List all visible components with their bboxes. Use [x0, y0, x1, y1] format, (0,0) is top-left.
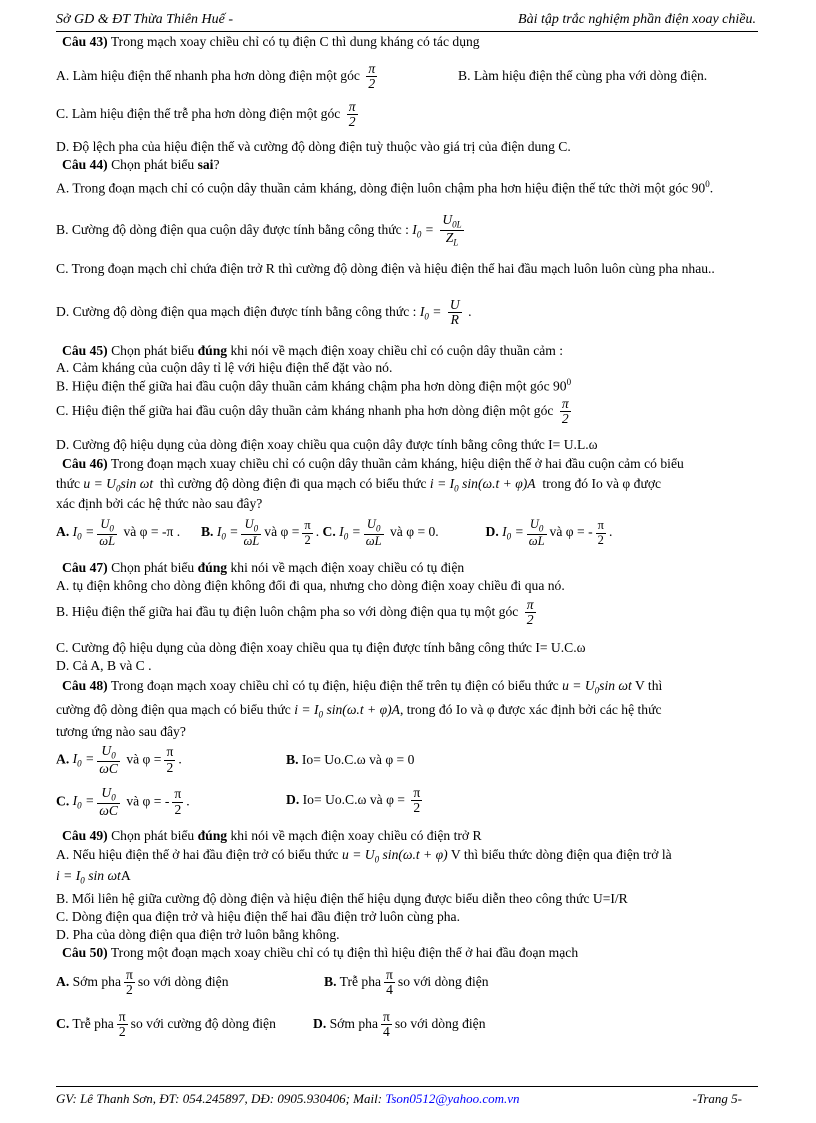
q47-option-b: B. Hiệu điện thế giữa hai đầu tụ điện luôn chậm pha so với dòng điện qua tụ một góc $\frac{\pi}{2}$: [56, 597, 534, 628]
q43-option-d: D. Độ lệch pha của hiệu điện thế và cường độ dòng điện tuỳ thuộc vào giá trị của điện dung C.: [56, 139, 571, 154]
question-48: Câu 48) Trong đoạn mạch xoay chiều chỉ có tụ điện, hiệu điện thế trên tụ điện có biểu thức $u = U_0\sin$ ωt V thì: [62, 678, 663, 696]
q49-option-a-line-2: $i = I_0$ sin ωtA: [56, 868, 131, 886]
q46-option-a: A. $I_0$ = $\frac{U_0}{\omega L}$ và φ = -π .: [56, 517, 181, 548]
q49-option-a: A. Nếu hiệu điện thế ở hai đầu điện trở có biểu thức $u = U_0$ sin(ω.t + φ) V thì biểu thức dòng điện qua điện trở là: [56, 847, 672, 865]
q48-option-a: A. $I_0$ = $\frac{U_0}{\omega C}$ và φ = $\frac{\pi}{2}$ .: [56, 743, 182, 777]
q46-options: [56, 518, 612, 548]
header-left: Sở GD & ĐT Thừa Thiên Huế -: [56, 12, 234, 27]
header-rule: [56, 31, 758, 32]
q43-option-a: A. Làm hiệu điện thế nhanh pha hơn dòng điện một góc $\frac{\pi}{2}$: [56, 61, 376, 92]
q48-line-2: cường độ dòng điện qua mạch có biểu thức $i = I_0$ sin(ω.t + φ)A, trong đó Io và φ được xác định bởi các hệ thức: [56, 702, 662, 720]
q44-option-c: C. Trong đoạn mạch chỉ chứa điện trở R thì cường độ dòng điện và hiệu điện thế hai đầu mạch luôn luôn cùng pha nhau..: [56, 261, 715, 276]
q44-option-b: B. Cường độ dòng điện qua cuộn dây được tính bằng công thức : $I_0$ = $\frac{U_{0L}}{Z_L}$: [56, 212, 462, 248]
q45-option-b: B. Hiệu điện thế giữa hai đầu cuộn dây thuần cảm kháng chậm pha hơn dòng điện một góc $90^0$: [56, 377, 572, 394]
q49-option-b: B. Mối liên hệ giữa cường độ dòng điện và hiệu điện thế hiệu dụng được biểu diễn theo công thức U=I/R: [56, 891, 628, 906]
q46-line-3: xác định bởi các hệ thức nào sau đây?: [56, 496, 263, 511]
question-44: Câu 44) Chọn phát biểu sai?: [62, 157, 220, 172]
q46-option-b: B. $I_0$ = $\frac{U_0}{\omega L}$ và φ = $\frac{\pi}{2}$ .: [200, 517, 320, 548]
question-49: Câu 49) Chọn phát biểu đúng khi nói về mạch điện xoay chiều có điện trở R: [62, 828, 482, 843]
q46-option-d: D. $I_0$ = $\frac{U_0}{\omega L}$ và φ = - $\frac{\pi}{2}$ .: [485, 517, 613, 548]
q47-option-c: C. Cường độ hiệu dụng của dòng điện xoay chiều qua tụ điện được tính bằng công thức I= U.C.ω: [56, 640, 586, 655]
q50-option-d: D. Sớm pha $\frac{\pi}{4}$ so với dòng điện: [313, 1009, 486, 1040]
question-47: Câu 47) Chọn phát biểu đúng khi nói về mạch điện xoay chiều có tụ điện: [62, 560, 465, 575]
q50-option-a: A. Sớm pha $\frac{\pi}{2}$ so với dòng điện: [56, 967, 229, 998]
q46-line-2: thức $u = U_0\sin$ ωt thì cường độ dòng điện đi qua mạch có biểu thức $i = I_0$ sin(ω.t + φ)A trong đó Io và φ được: [56, 476, 662, 494]
question-45: Câu 45) Chọn phát biểu đúng khi nói về mạch điện xoay chiều chỉ có cuộn dây thuần cảm :: [62, 343, 564, 358]
question-43: Câu 43) Trong mạch xoay chiều chỉ có tụ điện C thì dung kháng có tác dụng: [62, 34, 480, 49]
q46-option-c: C. $I_0$ = $\frac{U_0}{\omega L}$ và φ = 0.: [322, 517, 439, 548]
q44-option-a: A. Trong đoạn mạch chỉ có cuộn dây thuần cảm kháng, dòng điện luôn chậm pha hơn hiệu điện thế tức thời một góc $90^0$.: [56, 179, 714, 196]
footer-rule: [56, 1086, 758, 1087]
q50-option-c: C. Trễ pha $\frac{\pi}{2}$ so với cường độ dòng điện: [56, 1009, 276, 1040]
footer-email-link[interactable]: Tson0512@yahoo.com.vn: [385, 1091, 520, 1106]
header-right: Bài tập trắc nghiệm phần điện xoay chiều.: [518, 12, 756, 27]
q49-option-c: C. Dòng điện qua điện trở và hiệu điện thế hai đầu điện trở luôn cùng pha.: [56, 909, 460, 924]
q49-option-d: D. Pha của dòng điện qua điện trở luôn bằng không.: [56, 927, 340, 942]
question-50: Câu 50) Trong một đoạn mạch xoay chiều chỉ có tụ điện thì hiệu điện thế ở hai đầu đoạn mạch: [62, 945, 579, 960]
q45-option-d: D. Cường độ hiệu dụng của dòng điện xoay chiều qua cuộn dây được tính bằng công thức I= U.L.ω: [56, 437, 598, 452]
q47-option-a: A. tụ điện không cho dòng điện không đổi đi qua, nhưng cho dòng điện xoay chiều đi qua nó.: [56, 578, 565, 593]
q44-option-d: D. Cường độ dòng điện qua mạch điện được tính bằng công thức : $I_0$ = $\frac{U}{R}$ .: [56, 297, 472, 328]
q48-option-d: D. Io= Uo.C.ω và φ = $\frac{\pi}{2}$: [286, 785, 421, 816]
q45-option-c: C. Hiệu điện thế giữa hai đầu cuộn dây thuần cảm kháng nhanh pha hơn dòng điện một góc $\frac{\pi}{2}$: [56, 396, 569, 427]
footer-text: GV: Lê Thanh Sơn, ĐT: 054.245897, DĐ: 0905.930406; Mail: Tson0512@yahoo.com.vn: [56, 1091, 520, 1106]
q48-line-3: tương ứng nào sau đây?: [56, 724, 186, 739]
q48-option-b: B. Io= Uo.C.ω và φ = 0: [286, 752, 415, 767]
page-number: -Trang 5-: [692, 1091, 742, 1106]
q45-option-a: A. Cảm kháng của cuộn dây tỉ lệ với hiệu điện thế đặt vào nó.: [56, 360, 393, 375]
q43-option-b: B. Làm hiệu điện thế cùng pha với dòng điện.: [458, 68, 708, 83]
q43-option-c: C. Làm hiệu điện thế trễ pha hơn dòng điện một góc $\frac{\pi}{2}$: [56, 99, 356, 130]
q47-option-d: D. Cả A, B và C .: [56, 658, 152, 673]
q48-option-c: C. $I_0$ = $\frac{U_0}{\omega C}$ và φ = - $\frac{\pi}{2}$ .: [56, 785, 190, 819]
question-46: Câu 46) Trong đoạn mạch xuay chiều chỉ có cuộn dây thuần cảm kháng, hiệu diện thế ở hai đầu cuộn cảm có biểu: [62, 456, 684, 471]
q50-option-b: B. Trễ pha $\frac{\pi}{4}$ so với dòng điện: [324, 967, 489, 998]
